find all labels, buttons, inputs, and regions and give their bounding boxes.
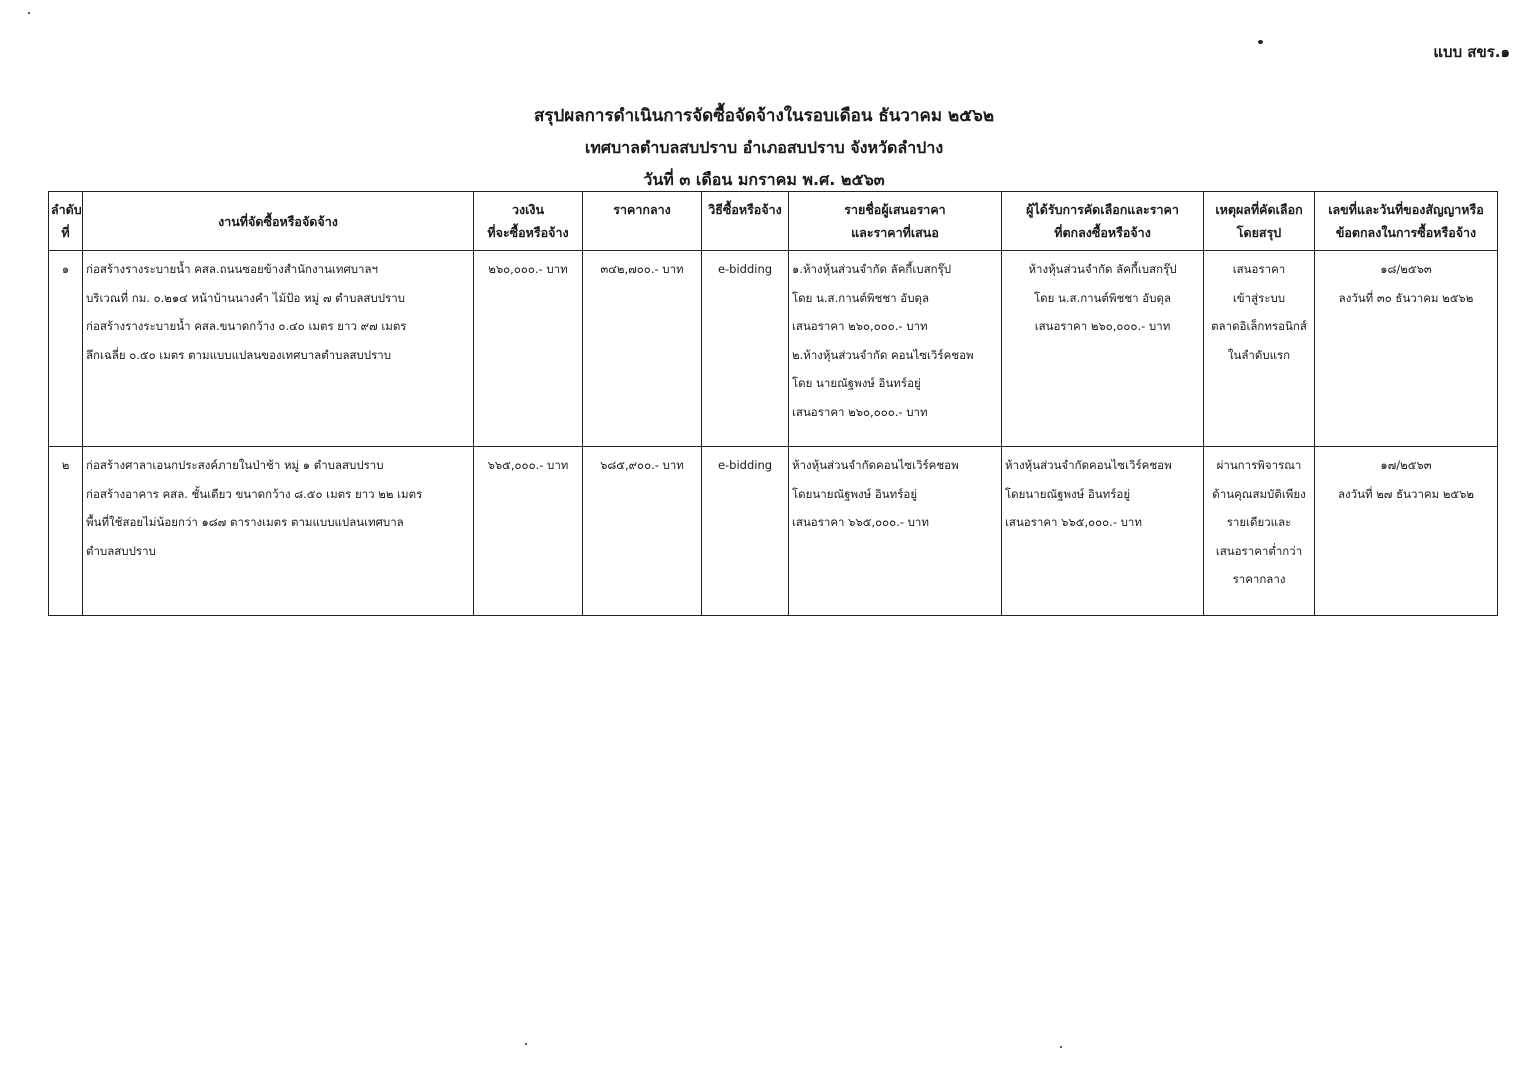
cell-method: e-bidding bbox=[702, 447, 789, 616]
cell-method: e-bidding bbox=[702, 251, 789, 447]
cell-budget: ๒๖๐,๐๐๐.- บาท bbox=[474, 251, 583, 447]
col-header-budget: วงเงิน ที่จะซื้อหรือจ้าง bbox=[474, 192, 583, 251]
scan-speck bbox=[28, 12, 30, 14]
col-header-contract: เลขที่และวันที่ของสัญญาหรือ ข้อตกลงในการซื้อหรือจ้าง bbox=[1315, 192, 1498, 251]
scan-speck bbox=[1258, 40, 1263, 44]
cell-no: ๒ bbox=[49, 447, 83, 616]
cell-winner: ห้างหุ้นส่วนจำกัด ลัคกี้เบสกรุ๊ป โดย น.ส.กานต์พิชชา อับดุล เสนอราคา ๒๖๐,๐๐๐.- บาท bbox=[1002, 251, 1204, 447]
cell-winner: ห้างหุ้นส่วนจำกัดคอนไซเวิร์คชอพ โดยนายณัฐพงษ์ อินทร์อยู่ เสนอราคา ๖๖๕,๐๐๐.- บาท bbox=[1002, 447, 1204, 616]
document-date: วันที่ ๓ เดือน มกราคม พ.ศ. ๒๕๖๓ bbox=[643, 170, 885, 189]
col-header-bidders: รายชื่อผู้เสนอราคา และราคาที่เสนอ bbox=[789, 192, 1002, 251]
cell-median-price: ๓๔๒,๗๐๐.- บาท bbox=[583, 251, 702, 447]
cell-bidders: ห้างหุ้นส่วนจำกัดคอนไซเวิร์คชอพ โดยนายณัฐพงษ์ อินทร์อยู่ เสนอราคา ๖๖๕,๐๐๐.- บาท bbox=[789, 447, 1002, 616]
cell-work: ก่อสร้างศาลาเอนกประสงค์ภายในป่าช้า หมู่ ๑ ตำบลสบปราบ ก่อสร้างอาคาร คสล. ชั้นเดียว ขนาดกว้าง ๘.๕๐ เมตร ยาว ๒๒ เมตร พื้นที่ใช้สอยไม่น้อยกว่า ๑๘๗ ตารางเมตร ตามแบบแปลนเทศบาล ตำบลสบปราบ bbox=[83, 447, 474, 616]
cell-contract: ๑๗/๒๕๖๓ ลงวันที่ ๒๗ ธันวาคม ๒๕๖๒ bbox=[1315, 447, 1498, 616]
col-header-median-price: ราคากลาง bbox=[583, 192, 702, 251]
col-header-method: วิธีซื้อหรือจ้าง bbox=[702, 192, 789, 251]
document-title: สรุปผลการดำเนินการจัดซื้อจัดจ้างในรอบเดือน ธันวาคม ๒๕๖๒ bbox=[533, 106, 995, 126]
cell-reason: ผ่านการพิจารณา ด้านคุณสมบัติเพียง รายเดียวและ เสนอราคาต่ำกว่า ราคากลาง bbox=[1204, 447, 1315, 616]
scan-speck bbox=[525, 1043, 527, 1045]
table-row bbox=[49, 251, 1498, 447]
cell-work: ก่อสร้างรางระบายน้ำ คสล.ถนนซอยข้างสำนักงานเทศบาลฯ บริเวณที่ กม. ๐.๒๑๔ หน้าบ้านนางคำ ไม้ป้อ หมู่ ๗ ตำบลสบปราบ ก่อสร้างรางระบายน้ำ คสล.ขนาดกว้าง ๐.๔๐ เมตร ยาว ๙๗ เมตร ลึกเฉลี่ย ๐.๕๐ เมตร ตามแบบแปลนของเทศบาลตำบลสบปราบ bbox=[83, 251, 474, 447]
organization-line: เทศบาลตำบลสบปราบ อำเภอสบปราบ จังหวัดลำปาง bbox=[584, 138, 944, 157]
cell-contract: ๑๘/๒๕๖๓ ลงวันที่ ๓๐ ธันวาคม ๒๕๖๒ bbox=[1315, 251, 1498, 447]
col-header-no: ลำดับ ที่ bbox=[49, 192, 83, 251]
cell-bidders: ๑.ห้างหุ้นส่วนจำกัด ลัคกี้เบสกรุ๊ป โดย น.ส.กานต์พิชชา อับดุล เสนอราคา ๒๖๐,๐๐๐.- บาท ๒.ห้างหุ้นส่วนจำกัด คอนไซเวิร์คชอพ โดย นายณัฐพงษ์ อินทร์อยู่ เสนอราคา ๒๖๐,๐๐๐.- บาท bbox=[789, 251, 1002, 447]
procurement-table bbox=[48, 191, 1498, 616]
cell-reason: เสนอราคา เข้าสู่ระบบ ตลาดอิเล็กทรอนิกส์ ในลำดับแรก bbox=[1204, 251, 1315, 447]
col-header-work: งานที่จัดซื้อหรือจัดจ้าง bbox=[83, 192, 474, 251]
col-header-winner: ผู้ได้รับการคัดเลือกและราคา ที่ตกลงซื้อหรือจ้าง bbox=[1002, 192, 1204, 251]
form-code: แบบ สขร.๑ bbox=[1433, 43, 1510, 61]
scan-speck bbox=[1060, 1046, 1062, 1048]
cell-median-price: ๖๘๕,๙๐๐.- บาท bbox=[583, 447, 702, 616]
cell-no: ๑ bbox=[49, 251, 83, 447]
col-header-reason: เหตุผลที่คัดเลือก โดยสรุป bbox=[1204, 192, 1315, 251]
table-row bbox=[49, 447, 1498, 616]
cell-budget: ๖๖๕,๐๐๐.- บาท bbox=[474, 447, 583, 616]
table-header-row bbox=[49, 192, 1498, 251]
